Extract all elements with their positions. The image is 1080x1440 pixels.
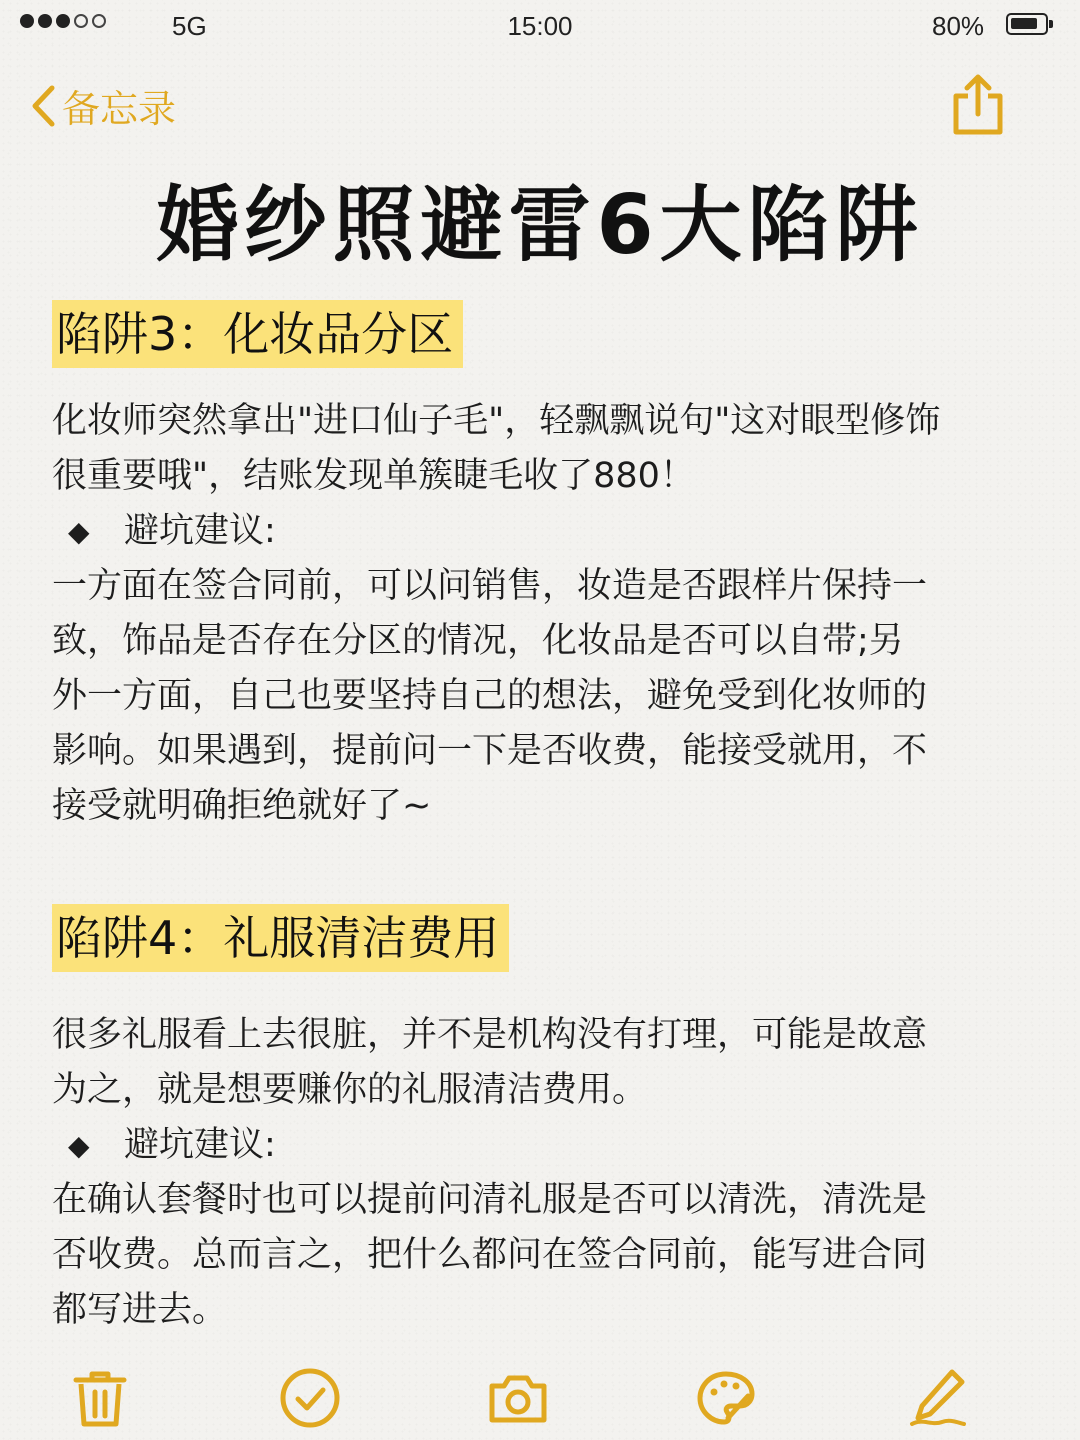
navigation-bar bbox=[0, 72, 1080, 142]
bullet-diamond-icon: ◆ bbox=[68, 515, 90, 548]
delete-button[interactable] bbox=[68, 1366, 132, 1430]
palette-icon bbox=[694, 1366, 758, 1430]
section-heading: 陷阱4：礼服清洁费用 bbox=[52, 904, 509, 972]
camera-icon bbox=[486, 1366, 550, 1430]
chevron-left-icon bbox=[30, 84, 56, 128]
tip-paragraph: 一方面在签合同前，可以问销售，妆造是否跟样片保持一 致，饰品是否存在分区的情况，化妆品是否可以自带;另 外一方面，自己也要坚持自己的想法，避免受到化妆师的 影响。如果遇到，提前问一下是否收费，能接受就用，不 接受就明确拒绝就好了~ bbox=[52, 566, 928, 826]
share-button[interactable] bbox=[946, 72, 1010, 142]
section-heading: 陷阱3：化妆品分区 bbox=[52, 300, 463, 368]
markup-button[interactable] bbox=[694, 1366, 758, 1430]
pen-icon bbox=[906, 1366, 970, 1430]
bullet-diamond-icon: ◆ bbox=[68, 1129, 90, 1162]
page-title: 婚纱照避雷6大陷阱 bbox=[156, 178, 924, 273]
tip-line bbox=[52, 1118, 1032, 1173]
section-paragraph: 化妆师突然拿出"进口仙子毛"，轻飘飘说句"这对眼型修饰 很重要哦"，结账发现单簇睫毛收了880！ bbox=[52, 401, 941, 496]
section-paragraph: 很多礼服看上去很脏，并不是机构没有打理，可能是故意 为之，就是想要赚你的礼服清洁费用。 bbox=[52, 1015, 928, 1110]
network-type: 5G bbox=[172, 11, 207, 41]
trash-icon bbox=[68, 1366, 132, 1430]
back-button[interactable] bbox=[30, 78, 176, 133]
tip-paragraph: 在确认套餐时也可以提前问清礼服是否可以清洗，清洗是 否收费。总而言之，把什么都问在签合同前，能写进合同 都写进去。 bbox=[52, 1180, 928, 1330]
clock: 15:00 bbox=[507, 11, 573, 41]
bottom-toolbar bbox=[0, 1360, 1080, 1436]
battery-icon bbox=[1006, 13, 1048, 35]
checklist-button[interactable] bbox=[278, 1366, 342, 1430]
tip-label: 避坑建议: bbox=[124, 511, 276, 551]
share-icon bbox=[946, 72, 1010, 138]
tip-line bbox=[52, 504, 1032, 559]
camera-button[interactable] bbox=[486, 1366, 550, 1430]
battery-percent: 80% bbox=[932, 11, 985, 41]
checklist-icon bbox=[278, 1366, 342, 1430]
section-trap-3 bbox=[52, 300, 1032, 834]
section-trap-4 bbox=[52, 904, 1032, 1338]
tip-label: 避坑建议: bbox=[124, 1125, 276, 1165]
status-bar bbox=[0, 0, 1080, 52]
back-label: 备忘录 bbox=[62, 87, 177, 131]
note-body bbox=[52, 300, 1032, 1338]
compose-button[interactable] bbox=[906, 1366, 970, 1430]
